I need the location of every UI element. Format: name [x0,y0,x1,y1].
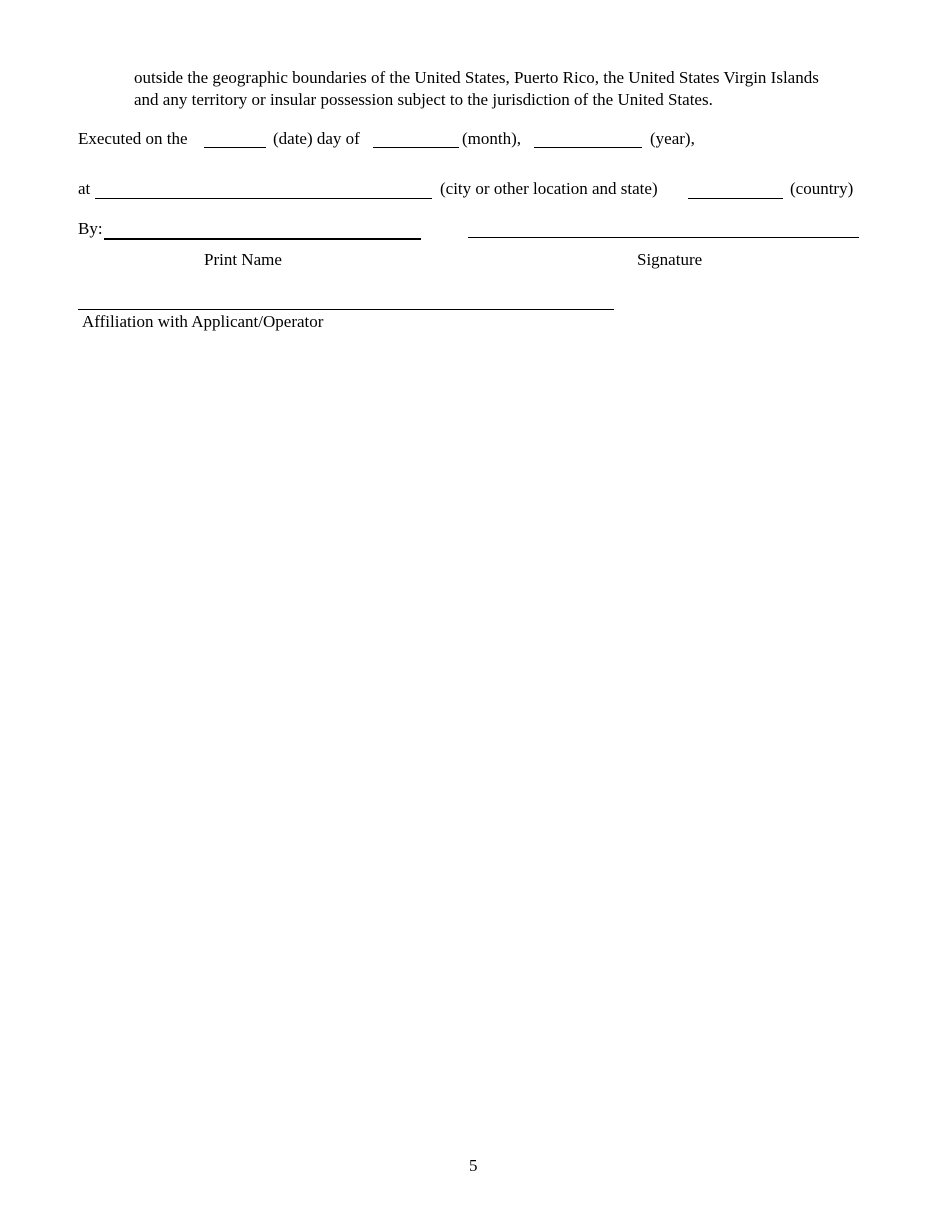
paragraph-line-1: outside the geographic boundaries of the United States, Puerto Rico, the United States Virgin Islands [134,68,819,87]
city-label: (city or other location and state) [440,179,658,198]
month-field[interactable] [373,147,459,148]
page-number: 5 [469,1156,478,1175]
year-label: (year), [650,129,695,148]
affiliation-label: Affiliation with Applicant/Operator [82,312,324,331]
city-field[interactable] [95,198,432,199]
month-label: (month), [462,129,522,148]
signature-label: Signature [637,250,703,269]
signature-field[interactable] [468,237,859,238]
location-prefix: at [78,179,91,198]
country-label: (country) [790,179,854,198]
by-label: By: [78,219,103,238]
affiliation-field[interactable] [78,309,614,310]
year-field[interactable] [534,147,642,148]
executed-prefix: Executed on the [78,129,188,148]
country-field[interactable] [688,198,783,199]
print-name-field[interactable] [104,238,421,240]
date-label: (date) day of [273,129,360,148]
print-name-label: Print Name [204,250,282,269]
date-field[interactable] [204,147,266,148]
paragraph-line-2: and any territory or insular possession subject to the jurisdiction of the United States. [134,90,713,109]
